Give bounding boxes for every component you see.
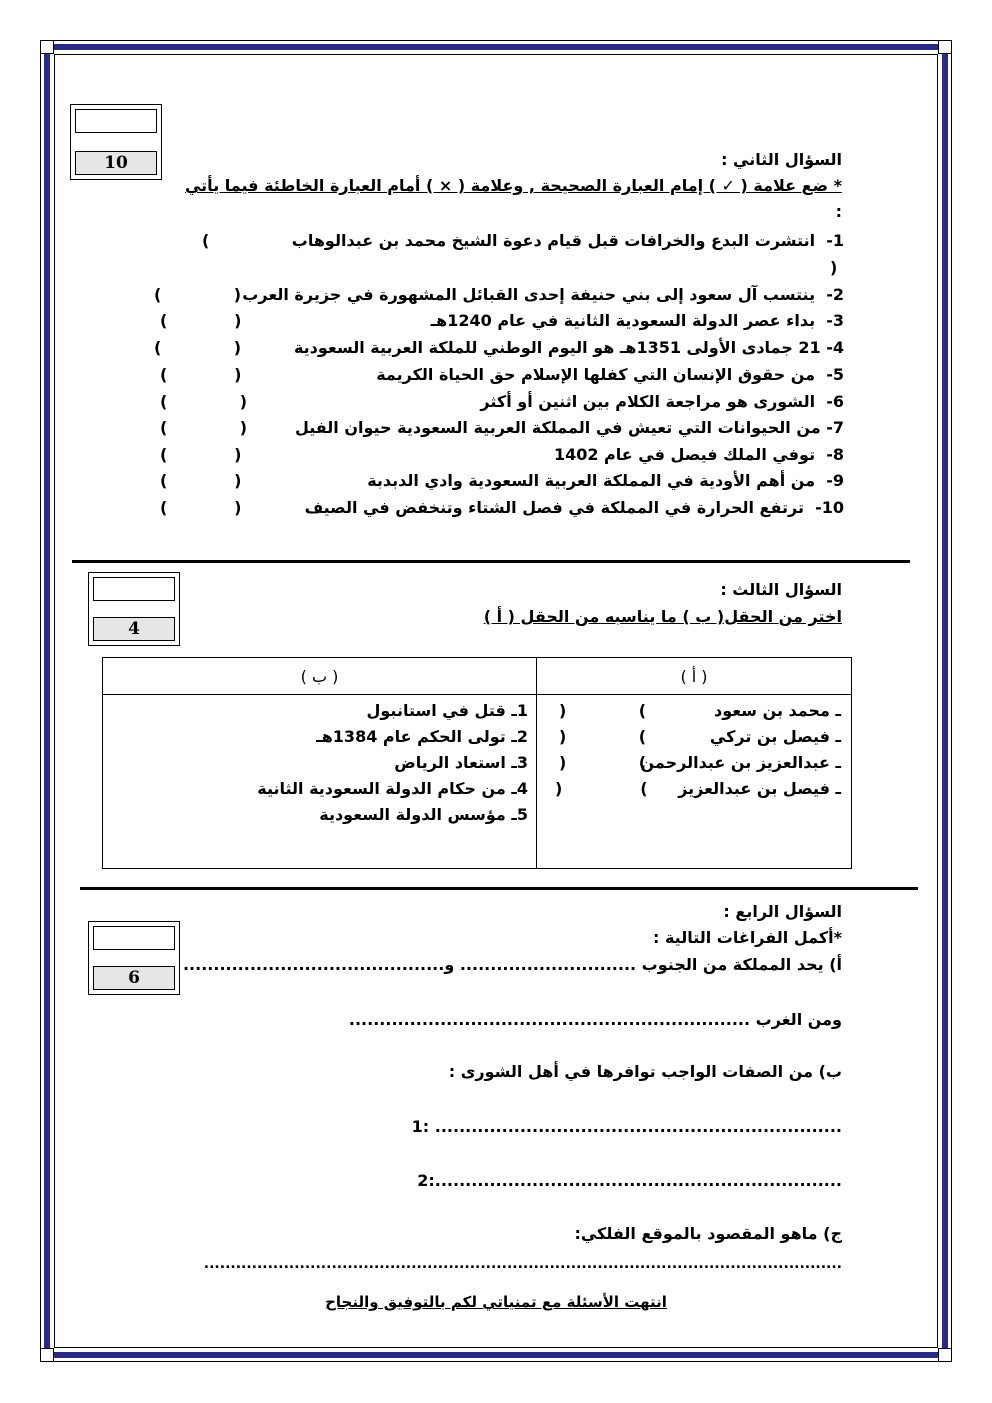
answer-slot[interactable]: ( )	[160, 392, 248, 411]
q2-title: السؤال الثاني :	[721, 150, 842, 169]
item-text: ترتفع الحرارة في المملكة في فصل الشتاء وتنخفض في الصيف	[304, 498, 804, 517]
answer-slot[interactable]: ( )	[160, 498, 242, 517]
item-number: 3-	[826, 311, 844, 330]
match-answer-slot[interactable]: ) (	[559, 701, 647, 720]
frame-corner	[938, 1348, 952, 1362]
q2-score-box	[70, 104, 162, 180]
item-text: من حقوق الإنسان التي كفلها الإسلام حق الحياة الكريمة	[376, 365, 816, 384]
q4-b2[interactable]	[417, 1171, 842, 1190]
q2-item-3	[431, 311, 844, 330]
col-b-item-5: 5ـ مؤسس الدولة السعودية	[319, 805, 528, 824]
closing-message: انتهت الأسئلة مع تمنياتي لكم بالتوفيق والنجاح	[325, 1293, 667, 1311]
answer-slot[interactable]: ( )	[154, 338, 242, 357]
frame-corner	[938, 40, 952, 54]
answer-slot[interactable]: ( )	[160, 418, 248, 437]
q3-score-value: 4	[93, 617, 175, 641]
item-number: 10-	[815, 498, 844, 517]
q4-c-line[interactable]: ........................................................................................................................	[203, 1256, 842, 1272]
q4-c-title: ج) ماهو المقصود بالموقع الفلكي:	[574, 1224, 842, 1243]
frame-corner	[40, 40, 54, 54]
item-text: ينتسب آل سعود إلى بني حنيفة إحدى القبائل المشهورة في جزيرة العرب	[242, 285, 816, 304]
col-a-item-1: ـ محمد بن سعود	[714, 701, 841, 720]
item-number: 7-	[826, 418, 844, 437]
answer-line[interactable]: 2:...................................................................	[417, 1171, 842, 1190]
item-text: 21 جمادى الأولى 1351هـ هو اليوم الوطني للملكة العربية السعودية	[293, 338, 821, 357]
q4-b1[interactable]	[412, 1117, 842, 1136]
item-number: 2-	[826, 285, 844, 304]
q2-instruction: * ضع علامة ( ✓ ) إمام العبارة الصحيحة , وعلامة ( × ) أمام العبارة الخاطئة فيما يأتي	[184, 176, 842, 195]
item-number: 6-	[826, 392, 844, 411]
item-number: 8-	[826, 445, 844, 464]
col-b-item-3: 3ـ استعاد الرياض	[394, 753, 528, 772]
section-divider	[80, 887, 918, 890]
col-a-cell	[537, 695, 852, 869]
q4-instruction: *أكمل الفراغات التالية :	[652, 928, 842, 947]
item-text: الشورى هو مراجعة الكلام بين اثنين أو أكثر	[480, 392, 816, 411]
q4-a-line2[interactable]: ومن الغرب ..................................................................	[348, 1010, 842, 1029]
item-text: بداء عصر الدولة السعودية الثانية في عام 1240هـ	[430, 311, 816, 330]
answer-slot[interactable]: ( )	[154, 285, 242, 304]
q2-score-value: 10	[75, 151, 157, 175]
q4-score-value: 6	[93, 966, 175, 990]
answer-slot[interactable]: ( )	[160, 311, 242, 330]
q2-item-9	[367, 471, 844, 490]
col-a-item-3: ـ عبدالعزيز بن عبدالرحمن	[640, 753, 841, 772]
q3-title: السؤال الثالث :	[720, 580, 842, 599]
q2-item-10	[305, 498, 844, 517]
q2-item-8	[554, 445, 844, 464]
answer-line[interactable]: 1: ...................................................................	[411, 1117, 842, 1136]
q2-instruction-tail: :	[835, 202, 842, 221]
answer-slot[interactable]: ( )	[160, 471, 242, 490]
item-number: 9-	[826, 471, 844, 490]
q3-instruction: اختر من الحقل( ب ) ما يناسبه من الحقل ( أ )	[483, 607, 842, 626]
match-answer-slot[interactable]: ) (	[559, 753, 647, 772]
q3-score-blank	[93, 577, 175, 601]
item-number: 1-	[826, 231, 844, 250]
q4-score-blank	[93, 926, 175, 950]
frame-corner	[40, 1348, 54, 1362]
q3-score-box	[88, 572, 180, 646]
q4-a-line1[interactable]: أ) يحد المملكة من الجنوب ............................. و...........................................	[182, 955, 842, 974]
q4-title: السؤال الرابع :	[723, 902, 842, 921]
answer-paren-open[interactable]: (	[202, 231, 210, 250]
answer-slot[interactable]: ( )	[160, 365, 242, 384]
match-answer-slot[interactable]: ) (	[559, 727, 647, 746]
matching-table	[102, 657, 852, 869]
q2-item-7	[295, 418, 844, 437]
item-text: انتشرت البدع والخرافات قبل قيام دعوة الشيخ محمد بن عبدالوهاب	[291, 231, 816, 250]
col-a-item-4: ـ فيصل بن عبدالعزيز	[678, 779, 841, 798]
q2-item-4	[294, 338, 844, 357]
answer-slot[interactable]: ( )	[160, 445, 242, 464]
col-a-item-2: ـ فيصل بن تركي	[709, 727, 841, 746]
col-b-item-2: 2ـ تولى الحكم عام 1384هـ	[316, 727, 528, 746]
col-b-item-4: 4ـ من حكام الدولة السعودية الثانية	[257, 779, 528, 798]
q2-item-1	[292, 231, 844, 250]
item-text: من أهم الأودية في المملكة العربية السعودية وادي الدبدبة	[367, 471, 816, 490]
q2-item-2	[242, 285, 844, 304]
item-number: 5-	[826, 365, 844, 384]
item-number: 4-	[826, 338, 844, 357]
q2-item-5	[376, 365, 844, 384]
q2-score-blank	[75, 109, 157, 133]
item-text: من الحيوانات التي تعيش في المملكة العربية السعودية حيوان الفيل	[294, 418, 821, 437]
q2-item-6	[480, 392, 844, 411]
answer-paren-close[interactable]: )	[830, 258, 838, 277]
col-b-cell	[103, 695, 537, 869]
col-b-item-1: 1ـ قتل في استانبول	[366, 701, 528, 720]
section-divider	[72, 560, 910, 563]
col-a-header: ( أ )	[537, 658, 852, 695]
item-text: توفي الملك فيصل في عام 1402	[553, 445, 816, 464]
match-answer-slot[interactable]: ) (	[555, 779, 648, 798]
col-b-header: ( ب )	[103, 658, 537, 695]
q4-b-title: ب) من الصفات الواجب توافرها في أهل الشورى :	[448, 1062, 842, 1081]
q4-score-box	[88, 921, 180, 995]
